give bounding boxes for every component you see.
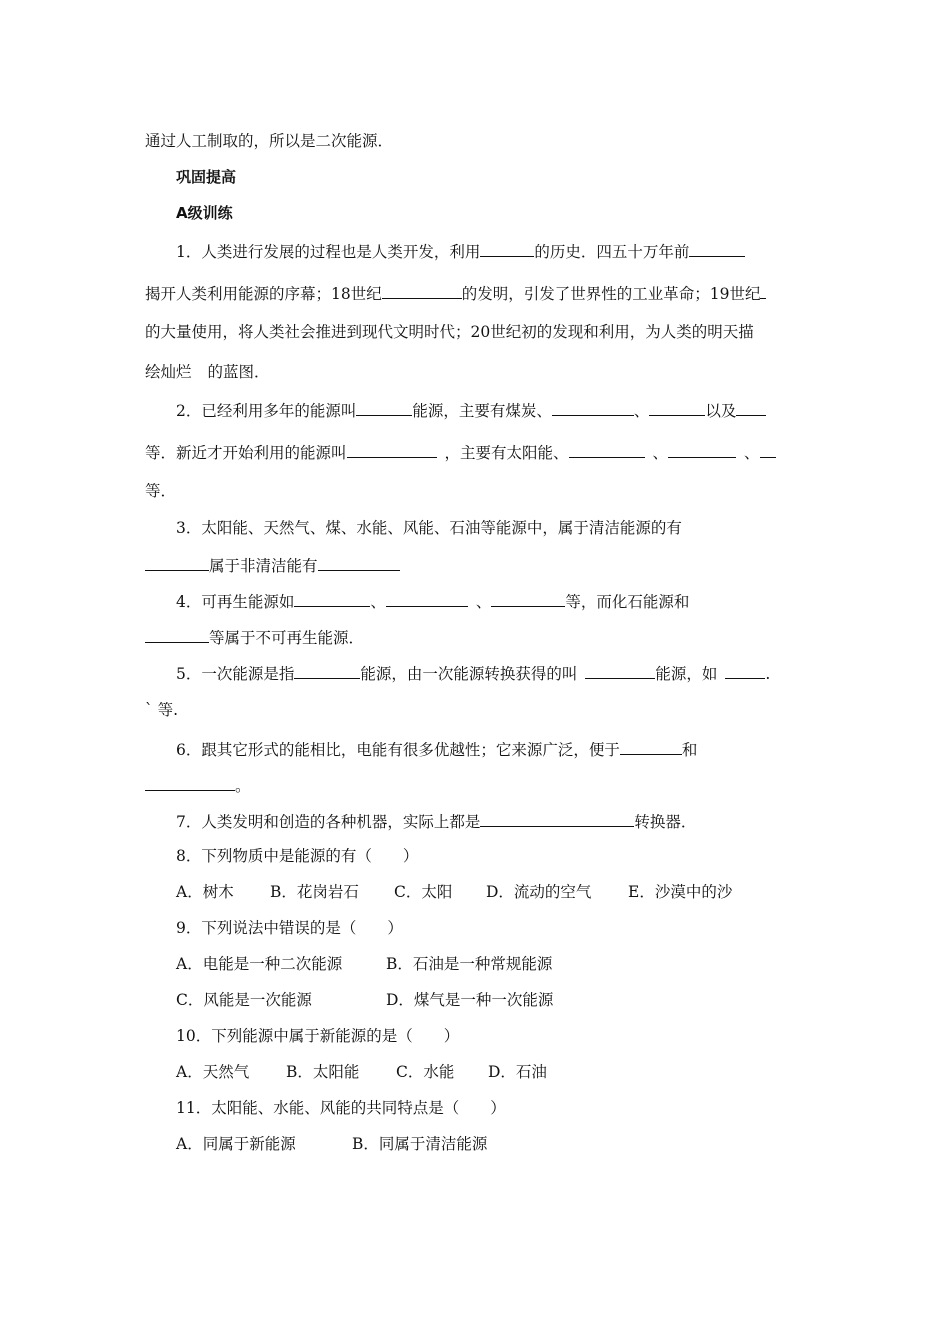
- option-d[interactable]: D．流动的空气: [486, 883, 592, 901]
- question-1-line-4: 绘灿烂 的蓝图．: [145, 363, 270, 381]
- answer-blank[interactable]: [760, 441, 776, 458]
- answer-blank[interactable]: [736, 399, 766, 416]
- question-9-stem: 9．下列说法中错误的是（ ）: [176, 919, 403, 937]
- question-3-line-2: 属于非清洁能有: [145, 554, 400, 576]
- answer-blank[interactable]: [294, 590, 370, 607]
- question-6-line-1: 6．跟其它形式的能相比，电能有很多优越性；它来源广泛，便于 和: [176, 738, 697, 760]
- option-c[interactable]: C．太阳: [394, 883, 453, 901]
- intro-line: 通过人工制取的，所以是二次能源．: [145, 132, 394, 150]
- option-d[interactable]: D．煤气是一种一次能源: [386, 991, 554, 1009]
- option-e[interactable]: E．沙漠中的沙: [628, 883, 733, 901]
- answer-blank[interactable]: [552, 399, 634, 416]
- option-c[interactable]: C．水能: [396, 1063, 455, 1081]
- question-9-options-row-1: [176, 954, 552, 974]
- answer-blank[interactable]: [585, 662, 655, 679]
- answer-blank[interactable]: [569, 441, 645, 458]
- answer-blank[interactable]: [668, 441, 736, 458]
- question-1-line-1: 1．人类进行发展的过程也是人类开发，利用 的历史．四五十万年前: [176, 240, 745, 262]
- answer-blank[interactable]: [760, 282, 766, 299]
- answer-blank[interactable]: [347, 441, 437, 458]
- question-8-options: [176, 882, 732, 902]
- answer-blank[interactable]: [356, 399, 412, 416]
- question-1-line-2: 揭开人类利用能源的序幕；18世纪 的发明，引发了世界性的工业革命；19世纪: [145, 282, 766, 304]
- option-a[interactable]: A．同属于新能源: [176, 1135, 296, 1153]
- question-11-options: [176, 1134, 487, 1154]
- option-b[interactable]: B．石油是一种常规能源: [386, 955, 553, 973]
- option-a[interactable]: A．天然气: [176, 1063, 250, 1081]
- option-b[interactable]: B．花岗岩石: [270, 883, 359, 901]
- question-4-line-2: 等属于不可再生能源．: [145, 626, 364, 648]
- question-4-line-1: 4．可再生能源如 、 、 等，而化石能源和: [176, 590, 689, 612]
- section-title: 巩固提高: [176, 168, 237, 186]
- question-9-options-row-2: [176, 990, 553, 1010]
- question-3-line-1: 3．太阳能、天然气、煤、水能、风能、石油等能源中，属于清洁能源的有: [176, 519, 682, 537]
- answer-blank[interactable]: [382, 282, 462, 299]
- answer-blank[interactable]: [689, 240, 745, 257]
- answer-blank[interactable]: [480, 240, 534, 257]
- question-10-options: [176, 1062, 547, 1082]
- subsection-title: A级训练: [176, 204, 233, 222]
- question-5-line-1: 5．一次能源是指 能源，由一次能源转换获得的叫 能源，如 .: [176, 662, 770, 684]
- question-2-line-3: 等．: [145, 482, 177, 500]
- answer-blank[interactable]: [145, 554, 209, 571]
- answer-blank[interactable]: [145, 626, 209, 643]
- option-d[interactable]: D．石油: [488, 1063, 547, 1081]
- question-2-line-2: 等．新近才开始利用的能源叫 ，主要有太阳能、 、 、: [145, 441, 776, 463]
- option-b[interactable]: B．太阳能: [286, 1063, 360, 1081]
- answer-blank[interactable]: [145, 774, 235, 791]
- option-a[interactable]: A．树木: [176, 883, 234, 901]
- answer-blank[interactable]: [725, 662, 765, 679]
- option-a[interactable]: A．电能是一种二次能源: [176, 955, 343, 973]
- option-b[interactable]: B．同属于清洁能源: [352, 1135, 488, 1153]
- answer-blank[interactable]: [480, 810, 634, 827]
- question-11-stem: 11．太阳能、水能、风能的共同特点是（ ）: [176, 1099, 506, 1117]
- question-6-line-2: 。: [145, 774, 251, 796]
- answer-blank[interactable]: [386, 590, 468, 607]
- answer-blank[interactable]: [649, 399, 705, 416]
- question-7: 7．人类发明和创造的各种机器，实际上都是 转换器．: [176, 810, 696, 832]
- question-2-line-1: 2．已经利用多年的能源叫 能源，主要有煤炭、 、 以及: [176, 399, 766, 421]
- question-10-stem: 10．下列能源中属于新能源的是（ ）: [176, 1027, 460, 1045]
- question-8-stem: 8．下列物质中是能源的有（ ）: [176, 847, 419, 865]
- answer-blank[interactable]: [620, 738, 682, 755]
- option-c[interactable]: C．风能是一次能源: [176, 991, 312, 1009]
- question-1-line-3: 的大量使用，将人类社会推进到现代文明时代；20世纪初的发现和利用，为人类的明天描: [145, 323, 754, 341]
- answer-blank[interactable]: [491, 590, 565, 607]
- answer-blank[interactable]: [294, 662, 360, 679]
- answer-blank[interactable]: [318, 554, 400, 571]
- question-5-line-2: ` 等.: [145, 701, 179, 719]
